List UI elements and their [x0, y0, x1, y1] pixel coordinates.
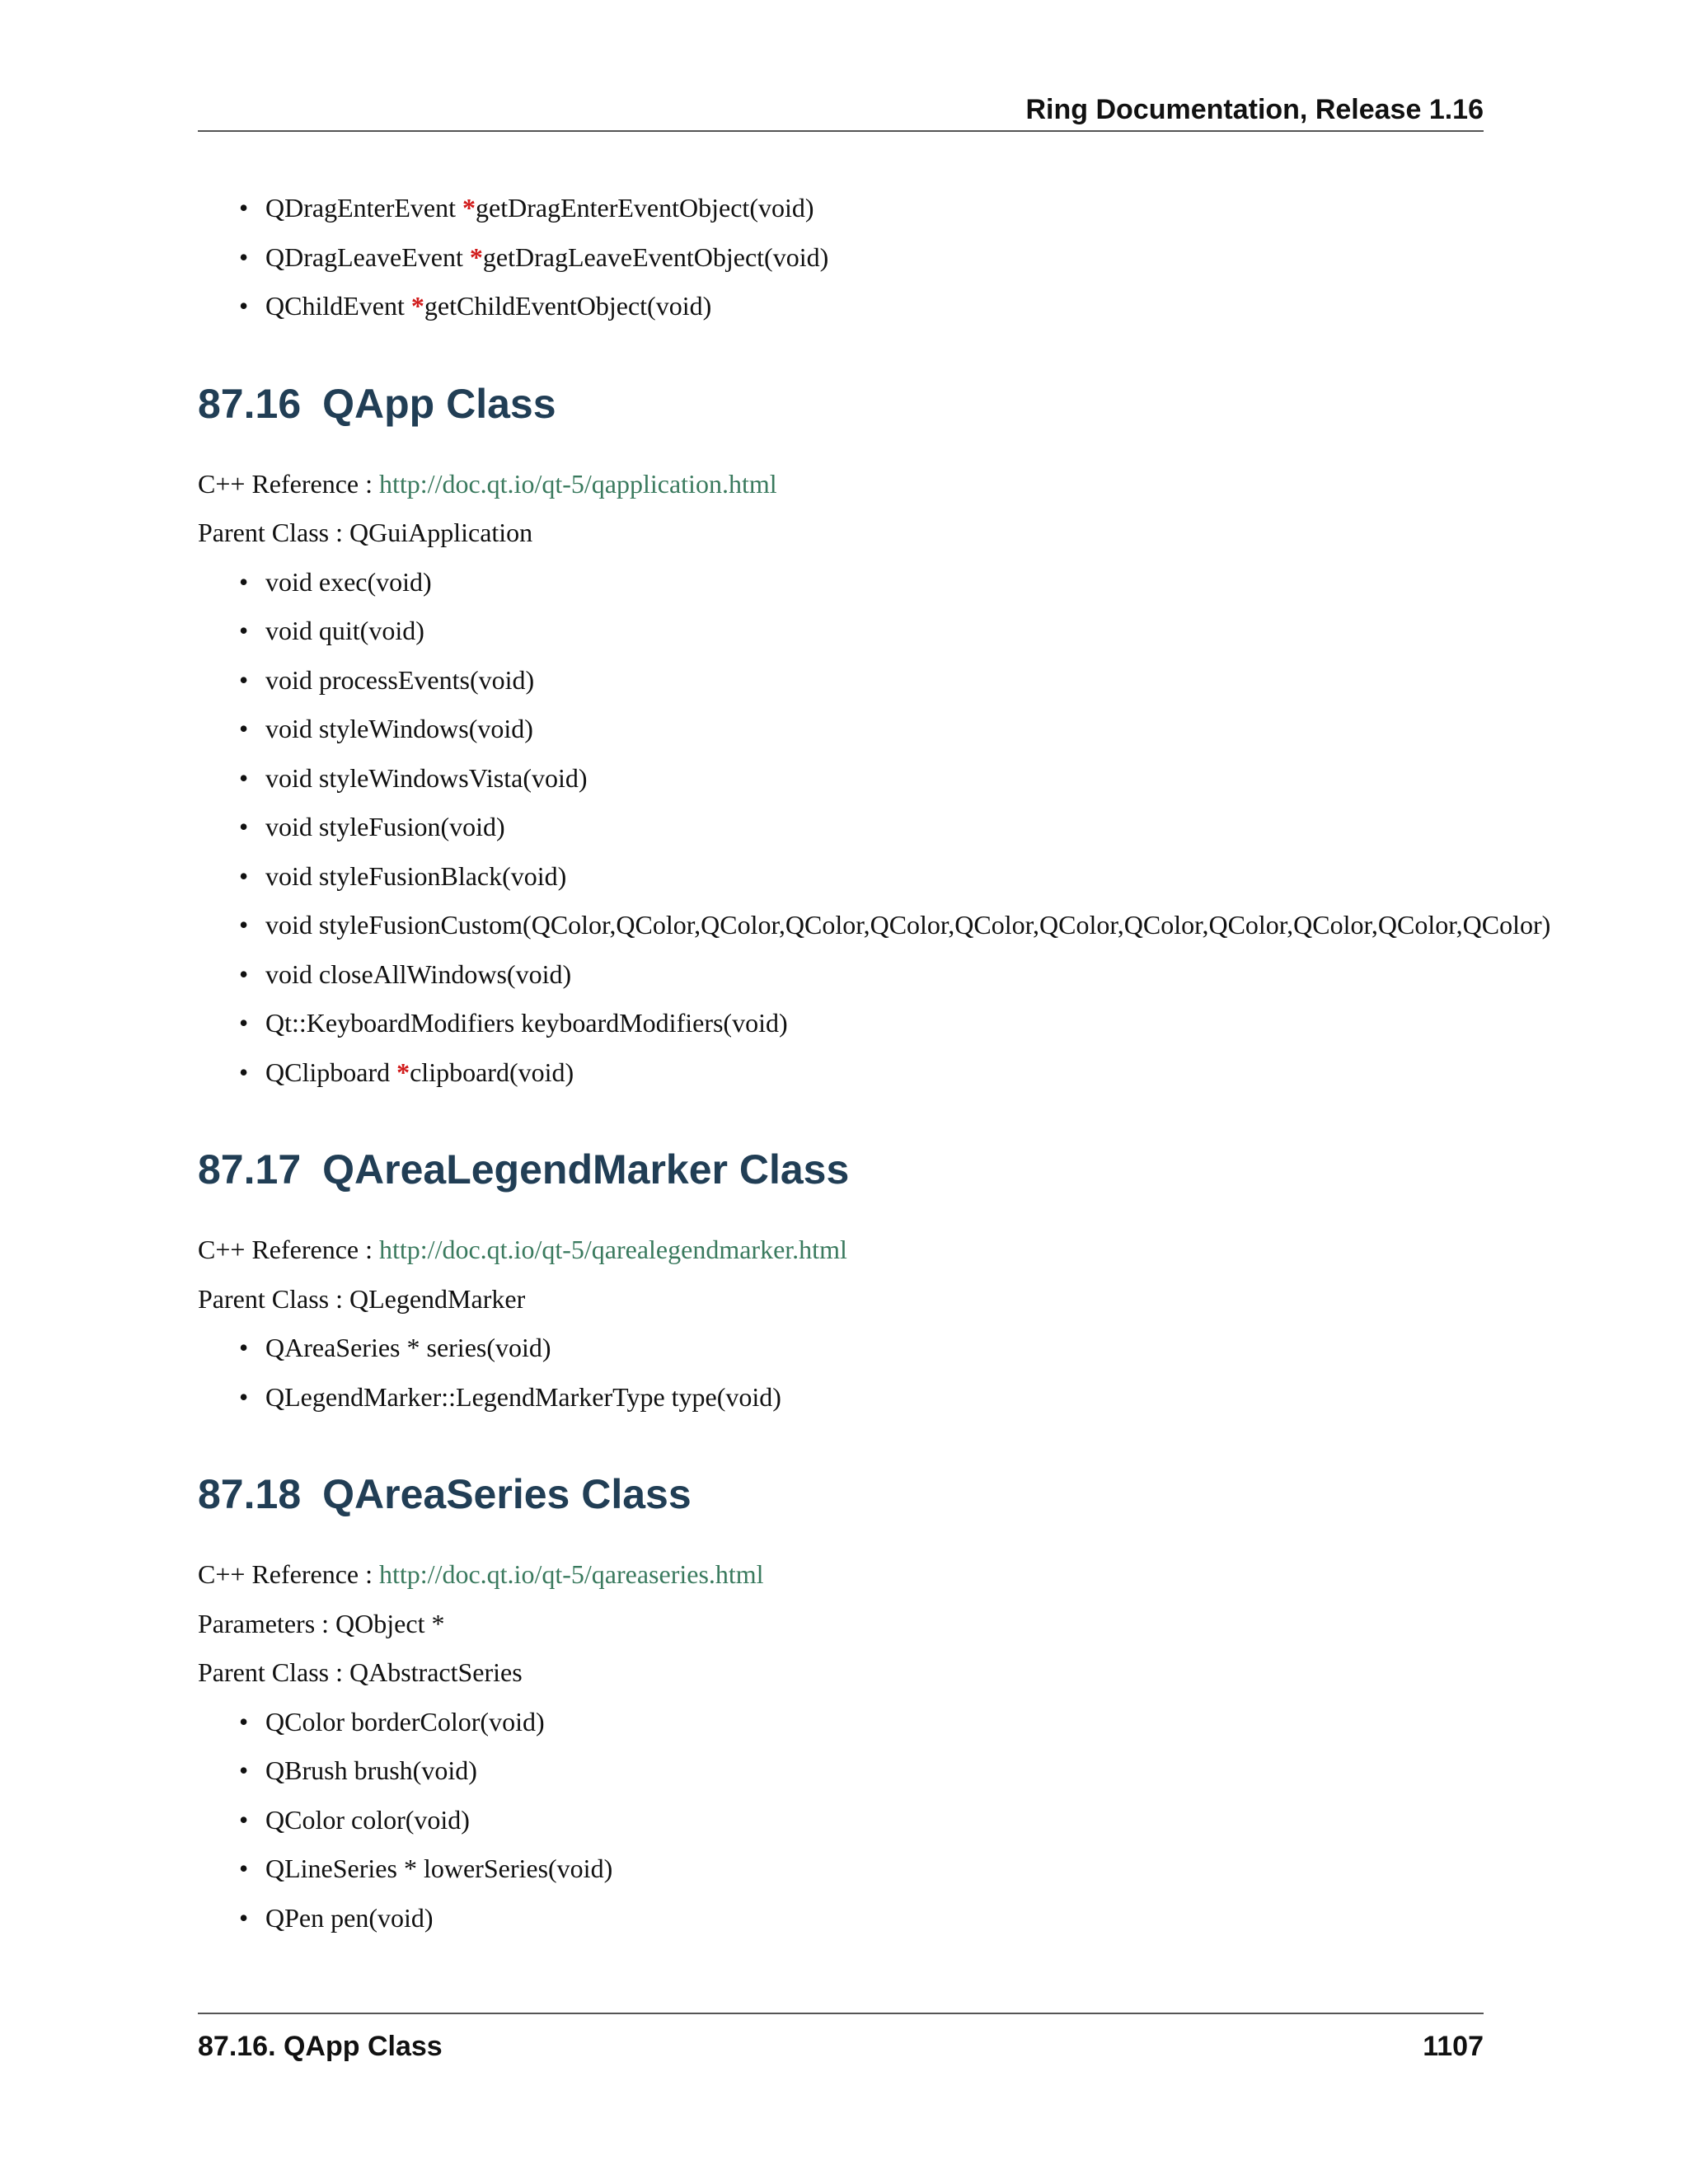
- section-heading-qarealegendmarker: 87.17 QAreaLegendMarker Class: [198, 1146, 850, 1193]
- list-item: • void processEvents(void): [265, 663, 1599, 696]
- list-item: • void styleFusionCustom(QColor,QColor,QColor,QColor,QColor,QColor,QColor,QColor,QColor,QColor,QColor,QColor): [265, 908, 1599, 941]
- method-list: [198, 1705, 1599, 1934]
- list-item: • QChildEvent *getChildEventObject(void): [265, 289, 1599, 322]
- cpp-reference: C++ Reference : http://doc.qt.io/qt-5/qarealegendmarker.html: [198, 1235, 847, 1264]
- list-item: • void styleWindowsVista(void): [265, 762, 1599, 794]
- list-item: • QDragEnterEvent *getDragEnterEventObject(void): [265, 191, 1599, 224]
- section-heading-qapp: 87.16 QApp Class: [198, 380, 556, 427]
- list-item: • void closeAllWindows(void): [265, 958, 1599, 991]
- page-number: 1107: [1423, 2031, 1484, 2062]
- list-item: • Qt::KeyboardModifiers keyboardModifiers(void): [265, 1006, 1599, 1039]
- reference-link[interactable]: http://doc.qt.io/qt-5/qareaseries.html: [379, 1559, 764, 1589]
- running-title: Ring Documentation, Release 1.16: [1025, 94, 1484, 125]
- method-list: [198, 565, 1599, 1089]
- list-item: • QAreaSeries * series(void): [265, 1331, 1599, 1364]
- parent-class: Parent Class : QLegendMarker: [198, 1283, 526, 1314]
- parameters: Parameters : QObject *: [198, 1608, 445, 1638]
- method-list: [198, 1331, 1599, 1413]
- reference-link[interactable]: http://doc.qt.io/qt-5/qarealegendmarker.html: [379, 1235, 847, 1264]
- list-item: • void quit(void): [265, 614, 1599, 647]
- list-item: • void exec(void): [265, 565, 1599, 598]
- list-item: • QBrush brush(void): [265, 1754, 1599, 1787]
- list-item: • QLegendMarker::LegendMarkerType type(void): [265, 1380, 1599, 1413]
- parent-class: Parent Class : QAbstractSeries: [198, 1657, 523, 1687]
- list-item: • void styleWindows(void): [265, 712, 1599, 745]
- page-content: [198, 191, 1599, 1950]
- list-item: • QLineSeries * lowerSeries(void): [265, 1852, 1599, 1885]
- list-item: • QClipboard *clipboard(void): [265, 1056, 1599, 1089]
- intro-list: [198, 191, 1599, 322]
- list-item: • QColor borderColor(void): [265, 1705, 1599, 1738]
- footer-section-title: 87.16. QApp Class: [198, 2031, 443, 2062]
- cpp-reference: C++ Reference : http://doc.qt.io/qt-5/qapplication.html: [198, 468, 777, 499]
- reference-link[interactable]: http://doc.qt.io/qt-5/qapplication.html: [379, 468, 777, 499]
- list-item: • void styleFusionBlack(void): [265, 860, 1599, 893]
- page-header: [198, 91, 1484, 132]
- page-footer: [198, 2013, 1484, 2062]
- list-item: • QPen pen(void): [265, 1901, 1599, 1934]
- list-item: • QColor color(void): [265, 1803, 1599, 1836]
- list-item: • QDragLeaveEvent *getDragLeaveEventObject(void): [265, 241, 1599, 274]
- section-heading-qareaseries: 87.18 QAreaSeries Class: [198, 1471, 692, 1517]
- cpp-reference: C++ Reference : http://doc.qt.io/qt-5/qareaseries.html: [198, 1559, 764, 1589]
- parent-class: Parent Class : QGuiApplication: [198, 518, 533, 547]
- list-item: • void styleFusion(void): [265, 810, 1599, 843]
